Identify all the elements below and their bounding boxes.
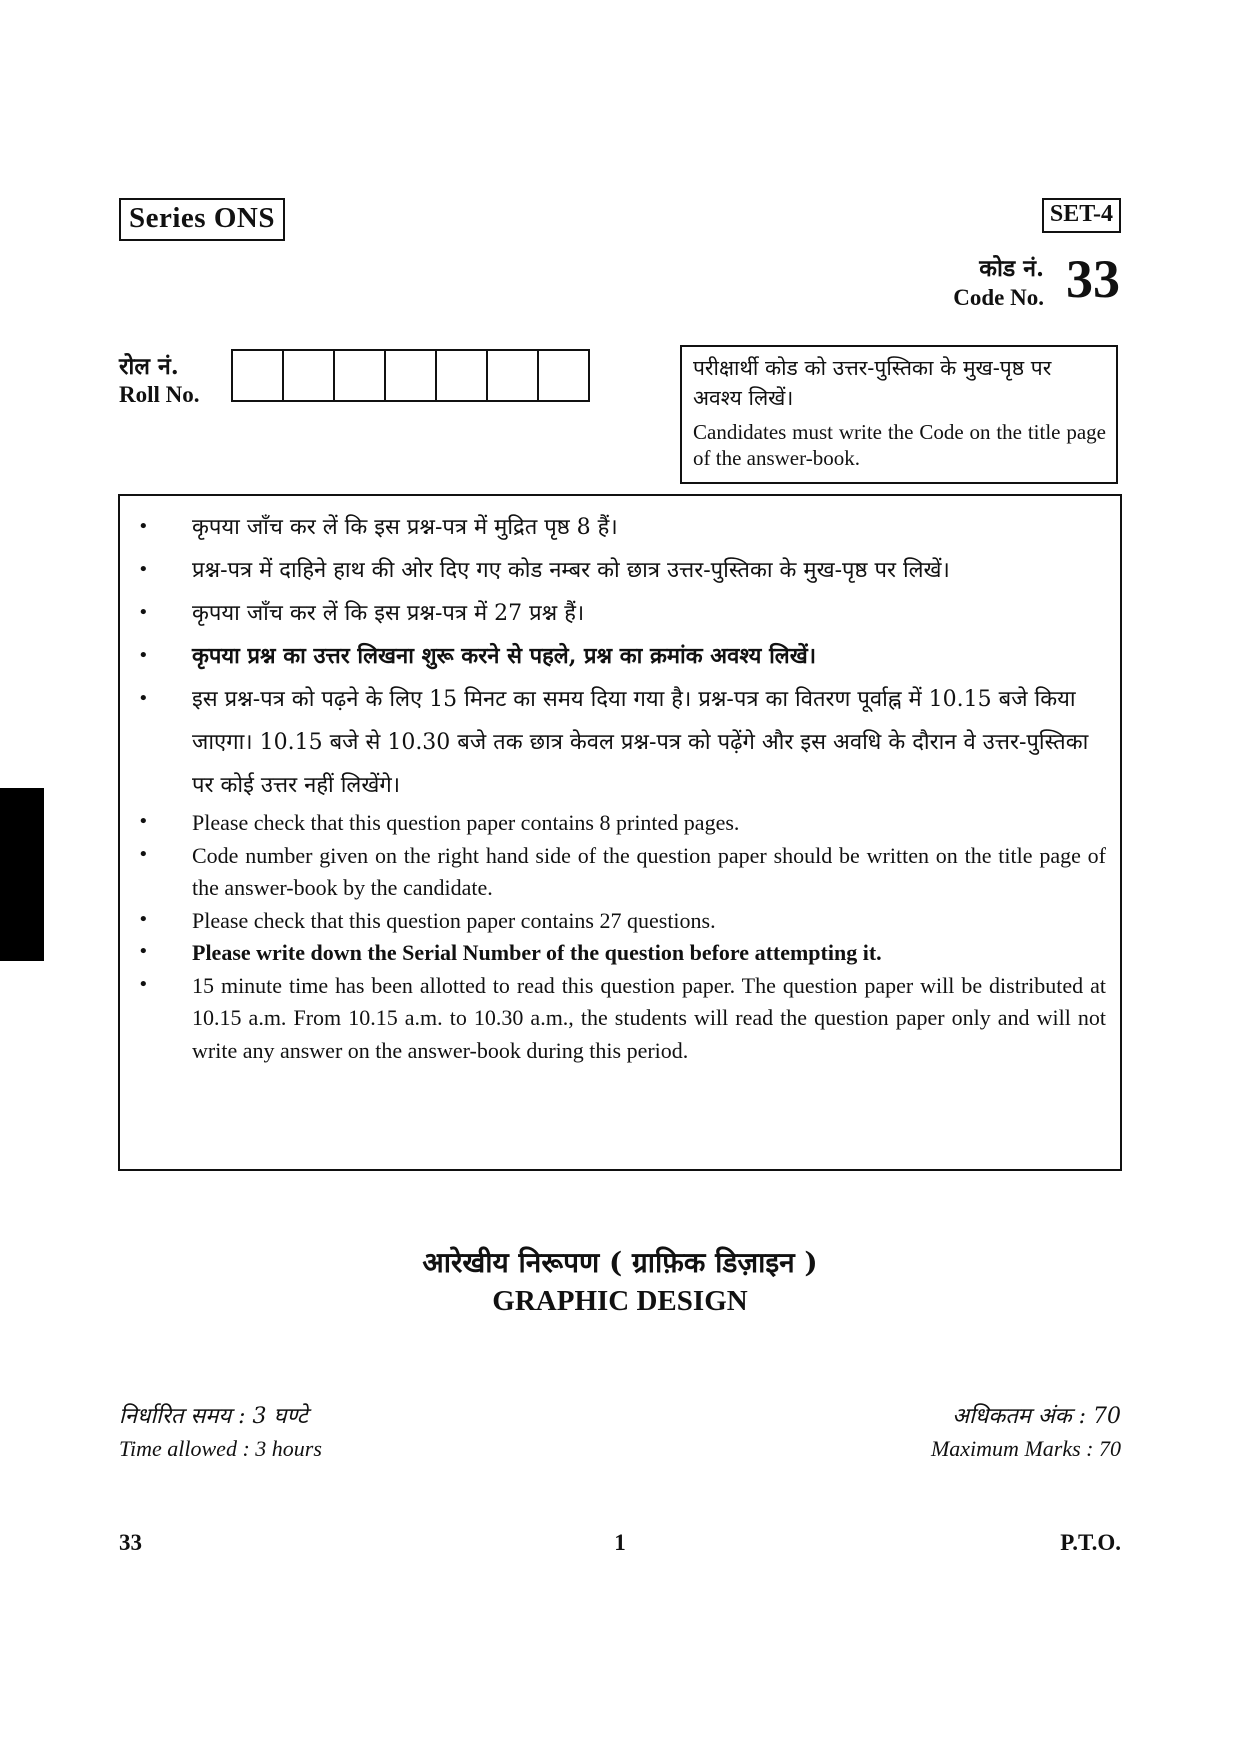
code-label-hindi: कोड नं. [979,255,1044,282]
instruction-item [130,678,1106,807]
time-allowed-english: Time allowed : 3 hours [119,1436,322,1461]
code-note-box [680,345,1118,484]
roll-label-hindi: रोल नं. [119,353,179,380]
code-note-english: Candidates must write the Code on the title page of the answer-book. [693,420,1106,470]
code-note-hindi: परीक्षार्थी कोड को उत्तर-पुस्तिका के मुख-पृष्ठ पर अवश्य लिखें। [693,356,1052,410]
roll-label-english: Roll No. [119,382,200,407]
instruction-text: Please check that this question paper contains 8 printed pages. [192,810,740,835]
subject-title-hindi: आरेखीय निरूपण ( ग्राफ़िक डिज़ाइन ) [422,1246,818,1279]
instruction-item [130,905,1106,938]
footer-code: 33 [119,1530,142,1555]
instruction-item [130,506,1106,549]
roll-number-cell[interactable] [233,351,284,400]
roll-number-cell[interactable] [539,351,588,400]
bullet-icon: • [138,688,149,709]
instruction-item [130,937,1106,970]
set-label: SET-4 [1042,198,1121,233]
instruction-item [130,592,1106,635]
roll-number-cell[interactable] [488,351,539,400]
page-number: 1 [614,1530,626,1555]
bullet-icon: • [138,645,149,666]
roll-number-cell[interactable] [335,351,386,400]
bullet-icon: • [138,843,149,865]
instructions-box [118,494,1122,1171]
roll-number-cell[interactable] [437,351,488,400]
roll-number-grid[interactable] [231,349,590,402]
pto-label: P.T.O. [1060,1530,1121,1555]
instruction-text: कृपया प्रश्न का उत्तर लिखना शुरू करने से पहले, प्रश्न का क्रमांक अवश्य लिखें। [192,643,817,669]
time-allowed-hindi: निर्धारित समय : 3 घण्टे [119,1404,308,1429]
instruction-text: Please write down the Serial Number of the question before attempting it. [192,940,882,965]
bullet-icon: • [138,516,149,537]
code-number: 33 [1066,249,1120,309]
roll-number-cell[interactable] [284,351,335,400]
bullet-icon: • [138,559,149,580]
instruction-item [130,635,1106,678]
maximum-marks-english: Maximum Marks : 70 [930,1436,1121,1461]
instruction-text: प्रश्न-पत्र में दाहिने हाथ की ओर दिए गए कोड नम्बर को छात्र उत्तर-पुस्तिका के मुख-पृष्ठ पर लिखें। [192,558,950,583]
maximum-marks-hindi: अधिकतम अंक : 70 [952,1404,1121,1429]
bullet-icon: • [138,811,149,832]
bullet-icon: • [138,941,149,962]
edge-marker [0,788,44,961]
instruction-text: Code number given on the right hand side of the question paper should be written on the title page of the answer-book by the candidate. [192,842,1106,900]
series-label: Series ONS [119,198,285,241]
instruction-text: इस प्रश्न-पत्र को पढ़ने के लिए 15 मिनट का समय दिया गया है। प्रश्न-पत्र का वितरण पूर्वाह्न में 10.15 बजे किया जाएगा। 10.15 बजे से 10.30 बजे तक छात्र केवल प्रश्न-पत्र को पढ़ेंगे और इस अवधि के दौरान वे उत्तर-पुस्तिका पर कोई उत्तर नहीं लिखेंगे। [192,687,1089,798]
bullet-icon: • [138,602,149,623]
instructions-list [130,506,1106,1067]
instruction-text: 15 minute time has been allotted to read this question paper. The question paper will be distributed at 10.15 a.m. From 10.15 a.m. to 10.30 a.m., the students will read the question paper only and will not write any answer on the answer-book during this period. [192,972,1106,1063]
bullet-icon: • [138,973,149,995]
instruction-item [130,840,1106,905]
code-label-english: Code No. [953,285,1044,310]
subject-title-english: GRAPHIC DESIGN [492,1285,748,1317]
instruction-item [130,549,1106,592]
roll-number-cell[interactable] [386,351,437,400]
instruction-item [130,807,1106,840]
instruction-text: कृपया जाँच कर लें कि इस प्रश्न-पत्र में 27 प्रश्न हैं। [192,601,585,626]
instruction-text: कृपया जाँच कर लें कि इस प्रश्न-पत्र में मुद्रित पृष्ठ 8 हैं। [192,515,618,540]
instruction-item [130,970,1106,1068]
instruction-text: Please check that this question paper contains 27 questions. [192,907,716,933]
bullet-icon: • [138,908,149,930]
